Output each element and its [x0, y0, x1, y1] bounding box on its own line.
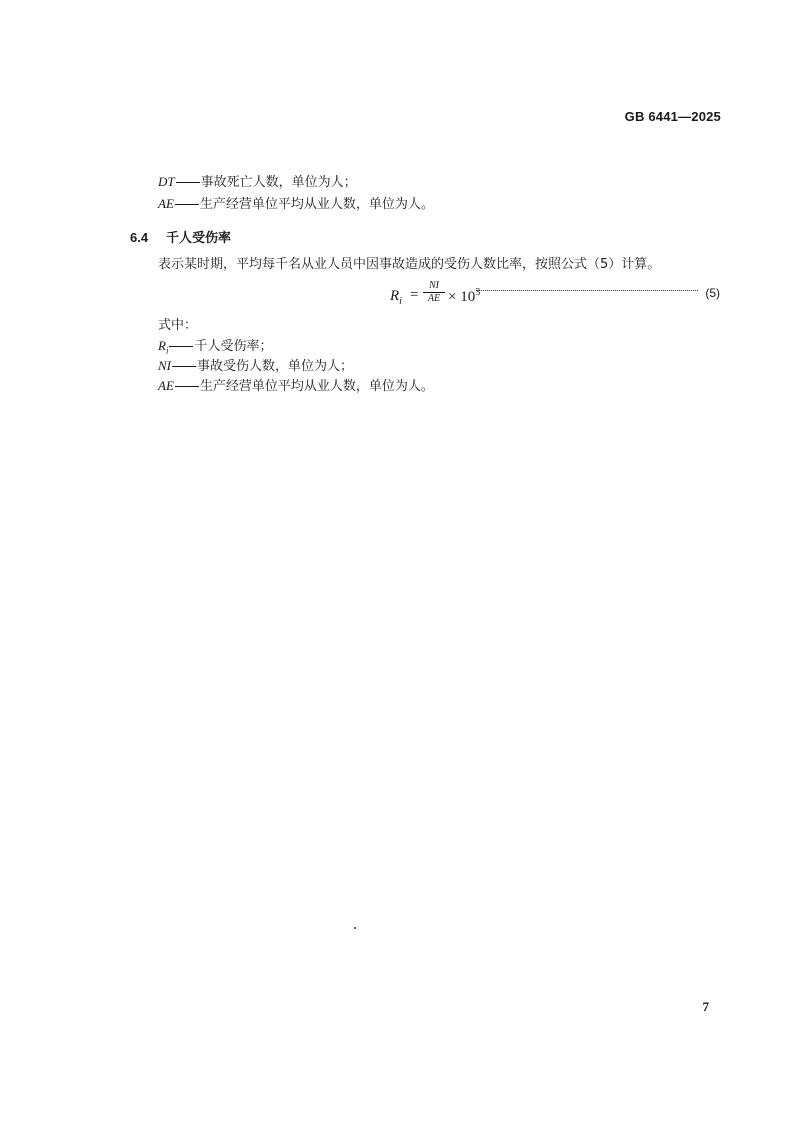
definition-ni	[158, 357, 353, 376]
formula-numerator: NI	[423, 280, 445, 293]
definition-ae	[158, 195, 434, 214]
formula-5	[390, 280, 720, 314]
where-label: 式中：	[158, 318, 198, 333]
definition-ae-2	[158, 377, 434, 396]
section-intro: 表示某时期，平均每千名从业人员中因事故造成的受伤人数比率，按照公式（5）计算。	[158, 257, 661, 272]
em-dash	[172, 366, 196, 367]
definition-text: 事故受伤人数，单位为人；	[197, 359, 354, 374]
dot-leader	[476, 290, 698, 291]
formula-equals: =	[410, 287, 419, 303]
em-dash	[175, 386, 199, 387]
definition-text: 生产经营单位平均从业人数，单位为人。	[199, 379, 434, 394]
document-code: GB 6441—2025	[624, 109, 721, 124]
formula-multiplier: × $10^3$	[448, 287, 481, 305]
formula-denominator: AE	[427, 293, 441, 304]
page-number: 7	[702, 999, 709, 1014]
scan-speck	[354, 927, 356, 929]
em-dash	[169, 346, 193, 347]
definition-text: 生产经营单位平均从业人数，单位为人。	[199, 197, 434, 212]
definition-symbol: NI	[158, 358, 171, 373]
definition-symbol: $R_i$	[158, 338, 169, 356]
em-dash	[175, 204, 199, 205]
formula-number: (5)	[705, 286, 720, 300]
section-title: 千人受伤率	[166, 231, 232, 246]
definition-symbol: DT	[158, 174, 175, 189]
formula-fraction	[423, 280, 445, 305]
section-number: 6.4	[130, 230, 149, 245]
definition-symbol: AE	[158, 196, 174, 211]
definition-text: 千人受伤率；	[194, 339, 273, 354]
em-dash	[176, 182, 200, 183]
definition-text: 事故死亡人数，单位为人；	[200, 175, 357, 190]
definition-dt	[158, 173, 357, 192]
formula-lhs: $R_i$	[390, 288, 402, 307]
definition-symbol: AE	[158, 378, 174, 393]
section-heading	[130, 229, 231, 248]
